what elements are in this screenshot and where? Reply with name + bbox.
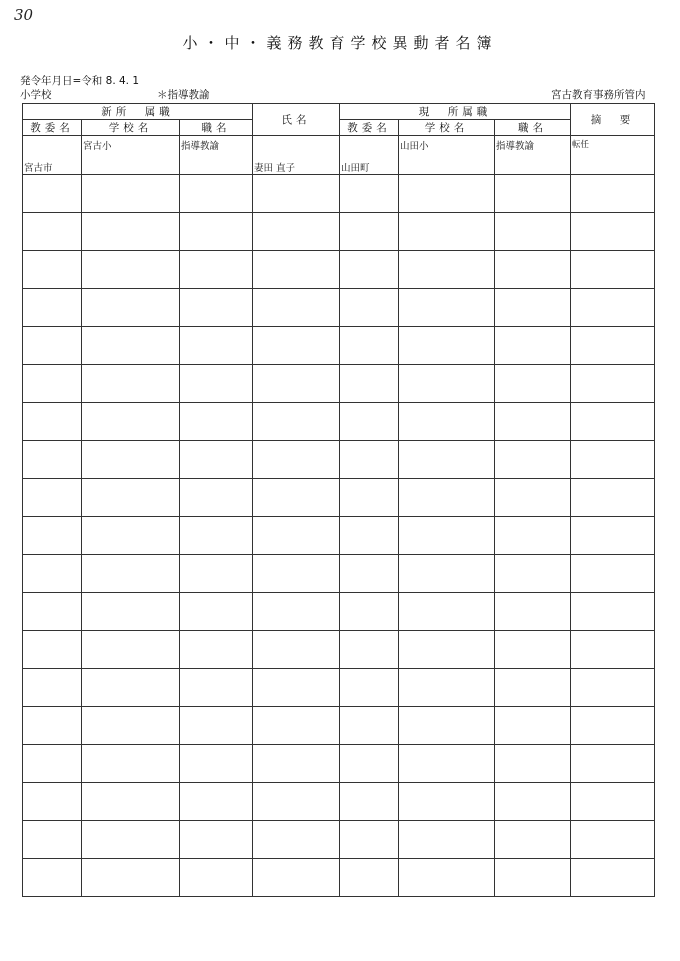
new-position-text: 指導教諭 [181, 141, 220, 152]
empty-table-row [23, 669, 655, 707]
empty-cell [23, 707, 82, 745]
header-new-position: 職名 [180, 120, 253, 136]
empty-cell [340, 745, 399, 783]
empty-cell [399, 441, 495, 479]
empty-cell [180, 327, 253, 365]
empty-cell [340, 821, 399, 859]
current-school-cell [399, 136, 495, 175]
empty-cell [253, 327, 340, 365]
empty-cell [82, 479, 180, 517]
empty-cell [82, 365, 180, 403]
empty-cell [23, 859, 82, 897]
empty-cell [571, 783, 655, 821]
empty-cell [571, 327, 655, 365]
empty-cell [495, 859, 571, 897]
empty-cell [253, 517, 340, 555]
empty-cell [399, 365, 495, 403]
empty-cell [399, 745, 495, 783]
empty-cell [82, 441, 180, 479]
empty-cell [180, 251, 253, 289]
header-new-school: 学校名 [82, 120, 180, 136]
empty-cell [495, 479, 571, 517]
header-current-board: 教委名 [340, 120, 399, 136]
page-number: 30 [14, 6, 34, 24]
empty-table-row [23, 175, 655, 213]
empty-cell [253, 479, 340, 517]
empty-cell [340, 707, 399, 745]
empty-table-row [23, 479, 655, 517]
empty-cell [253, 783, 340, 821]
empty-cell [82, 289, 180, 327]
empty-cell [399, 479, 495, 517]
empty-cell [340, 175, 399, 213]
empty-cell [180, 175, 253, 213]
header-current-affiliation: 現 所属職 [340, 104, 571, 120]
empty-cell [82, 327, 180, 365]
empty-cell [82, 555, 180, 593]
empty-cell [340, 327, 399, 365]
empty-cell [571, 517, 655, 555]
empty-cell [340, 289, 399, 327]
empty-cell [180, 821, 253, 859]
current-position-cell [495, 136, 571, 175]
empty-cell [571, 745, 655, 783]
empty-cell [399, 175, 495, 213]
empty-cell [340, 555, 399, 593]
remarks-cell [571, 136, 655, 175]
empty-cell [23, 213, 82, 251]
empty-cell [571, 213, 655, 251]
empty-cell [23, 821, 82, 859]
empty-cell [495, 327, 571, 365]
empty-cell [180, 403, 253, 441]
empty-cell [253, 593, 340, 631]
empty-table-row [23, 441, 655, 479]
empty-cell [180, 859, 253, 897]
empty-cell [571, 251, 655, 289]
empty-table-row [23, 289, 655, 327]
empty-cell [495, 631, 571, 669]
empty-cell [23, 479, 82, 517]
empty-cell [23, 175, 82, 213]
name-text: 妻田 直子 [254, 163, 296, 174]
empty-cell [180, 365, 253, 403]
empty-cell [23, 327, 82, 365]
empty-cell [253, 745, 340, 783]
empty-cell [340, 593, 399, 631]
empty-cell [23, 783, 82, 821]
empty-cell [571, 707, 655, 745]
header-remarks: 摘 要 [571, 104, 655, 136]
empty-cell [253, 289, 340, 327]
empty-cell [495, 251, 571, 289]
empty-cell [82, 821, 180, 859]
empty-cell [82, 631, 180, 669]
empty-cell [340, 441, 399, 479]
remarks-text: 転任 [572, 140, 590, 150]
empty-cell [399, 213, 495, 251]
empty-cell [82, 707, 180, 745]
empty-cell [495, 707, 571, 745]
empty-cell [399, 251, 495, 289]
empty-cell [180, 213, 253, 251]
empty-cell [82, 859, 180, 897]
empty-cell [399, 593, 495, 631]
empty-cell [495, 365, 571, 403]
empty-cell [340, 783, 399, 821]
empty-cell [399, 517, 495, 555]
empty-cell [253, 669, 340, 707]
empty-cell [340, 213, 399, 251]
empty-cell [571, 479, 655, 517]
empty-cell [23, 441, 82, 479]
empty-cell [23, 593, 82, 631]
empty-cell [23, 517, 82, 555]
empty-cell [82, 593, 180, 631]
empty-cell [180, 745, 253, 783]
empty-cell [253, 213, 340, 251]
empty-cell [23, 631, 82, 669]
position-note: ＊指導教諭 [157, 89, 210, 101]
empty-table-row [23, 783, 655, 821]
empty-table-row [23, 555, 655, 593]
empty-cell [253, 821, 340, 859]
empty-cell [253, 175, 340, 213]
transfer-roster-table [22, 103, 655, 897]
empty-cell [23, 745, 82, 783]
empty-cell [571, 289, 655, 327]
empty-cell [399, 859, 495, 897]
empty-cell [180, 289, 253, 327]
empty-table-row [23, 745, 655, 783]
empty-cell [180, 593, 253, 631]
empty-cell [180, 783, 253, 821]
empty-cell [23, 289, 82, 327]
empty-cell [399, 289, 495, 327]
empty-cell [399, 707, 495, 745]
empty-table-row [23, 859, 655, 897]
empty-cell [180, 555, 253, 593]
empty-cell [253, 859, 340, 897]
empty-cell [23, 365, 82, 403]
empty-cell [253, 441, 340, 479]
header-current-position: 職名 [495, 120, 571, 136]
empty-cell [571, 441, 655, 479]
empty-cell [571, 365, 655, 403]
office-name: 宮古教育事務所管内 [551, 89, 646, 101]
empty-cell [571, 593, 655, 631]
empty-cell [571, 555, 655, 593]
new-school-text: 宮古小 [83, 141, 112, 152]
empty-cell [253, 555, 340, 593]
empty-cell [23, 403, 82, 441]
empty-cell [495, 593, 571, 631]
empty-cell [82, 251, 180, 289]
empty-table-row [23, 365, 655, 403]
empty-cell [82, 669, 180, 707]
empty-cell [495, 821, 571, 859]
empty-cell [495, 517, 571, 555]
empty-cell [253, 365, 340, 403]
empty-cell [180, 517, 253, 555]
empty-table-row [23, 821, 655, 859]
empty-table-row [23, 403, 655, 441]
current-board-text: 山田町 [341, 163, 370, 174]
empty-cell [23, 555, 82, 593]
document-title: 小・中・義務教育学校異動者名簿 [182, 34, 498, 52]
empty-cell [495, 669, 571, 707]
empty-cell [82, 213, 180, 251]
empty-cell [571, 859, 655, 897]
empty-cell [82, 783, 180, 821]
empty-cell [180, 479, 253, 517]
empty-table-row [23, 251, 655, 289]
empty-cell [253, 251, 340, 289]
empty-table-row [23, 631, 655, 669]
issue-date: 発令年月日=令和 8. 4. 1 [20, 75, 140, 87]
empty-cell [399, 783, 495, 821]
empty-cell [253, 403, 340, 441]
empty-cell [180, 441, 253, 479]
empty-cell [399, 669, 495, 707]
empty-cell [180, 707, 253, 745]
empty-cell [399, 821, 495, 859]
current-board-cell [340, 136, 399, 175]
empty-cell [340, 251, 399, 289]
empty-cell [495, 441, 571, 479]
empty-cell [571, 631, 655, 669]
empty-cell [571, 403, 655, 441]
empty-cell [495, 745, 571, 783]
empty-cell [340, 403, 399, 441]
empty-cell [399, 327, 495, 365]
empty-cell [495, 213, 571, 251]
new-school-cell [82, 136, 180, 175]
empty-cell [399, 555, 495, 593]
empty-cell [340, 859, 399, 897]
empty-cell [82, 745, 180, 783]
new-position-cell [180, 136, 253, 175]
new-board-text: 宮古市 [24, 163, 53, 174]
empty-cell [495, 783, 571, 821]
empty-cell [23, 251, 82, 289]
table-row [23, 136, 655, 175]
new-board-cell [23, 136, 82, 175]
empty-table-row [23, 707, 655, 745]
header-new-affiliation: 新所 属職 [23, 104, 253, 120]
empty-cell [180, 631, 253, 669]
empty-cell [340, 365, 399, 403]
empty-cell [82, 517, 180, 555]
school-level: 小学校 [20, 89, 52, 101]
empty-cell [82, 175, 180, 213]
empty-cell [340, 517, 399, 555]
empty-cell [495, 175, 571, 213]
empty-cell [495, 403, 571, 441]
header-name: 氏名 [253, 104, 340, 136]
empty-table-row [23, 213, 655, 251]
header-current-school: 学校名 [399, 120, 495, 136]
empty-cell [571, 821, 655, 859]
empty-cell [23, 669, 82, 707]
empty-cell [340, 631, 399, 669]
empty-cell [399, 631, 495, 669]
current-school-text: 山田小 [400, 141, 429, 152]
empty-cell [340, 669, 399, 707]
empty-cell [253, 631, 340, 669]
empty-cell [495, 555, 571, 593]
empty-cell [180, 669, 253, 707]
current-position-text: 指導教諭 [496, 141, 535, 152]
empty-cell [340, 479, 399, 517]
empty-cell [571, 669, 655, 707]
empty-cell [571, 175, 655, 213]
empty-table-row [23, 517, 655, 555]
empty-table-row [23, 593, 655, 631]
header-new-board: 教委名 [23, 120, 82, 136]
empty-cell [82, 403, 180, 441]
empty-cell [495, 289, 571, 327]
empty-cell [253, 707, 340, 745]
name-cell [253, 136, 340, 175]
empty-cell [399, 403, 495, 441]
empty-table-row [23, 327, 655, 365]
